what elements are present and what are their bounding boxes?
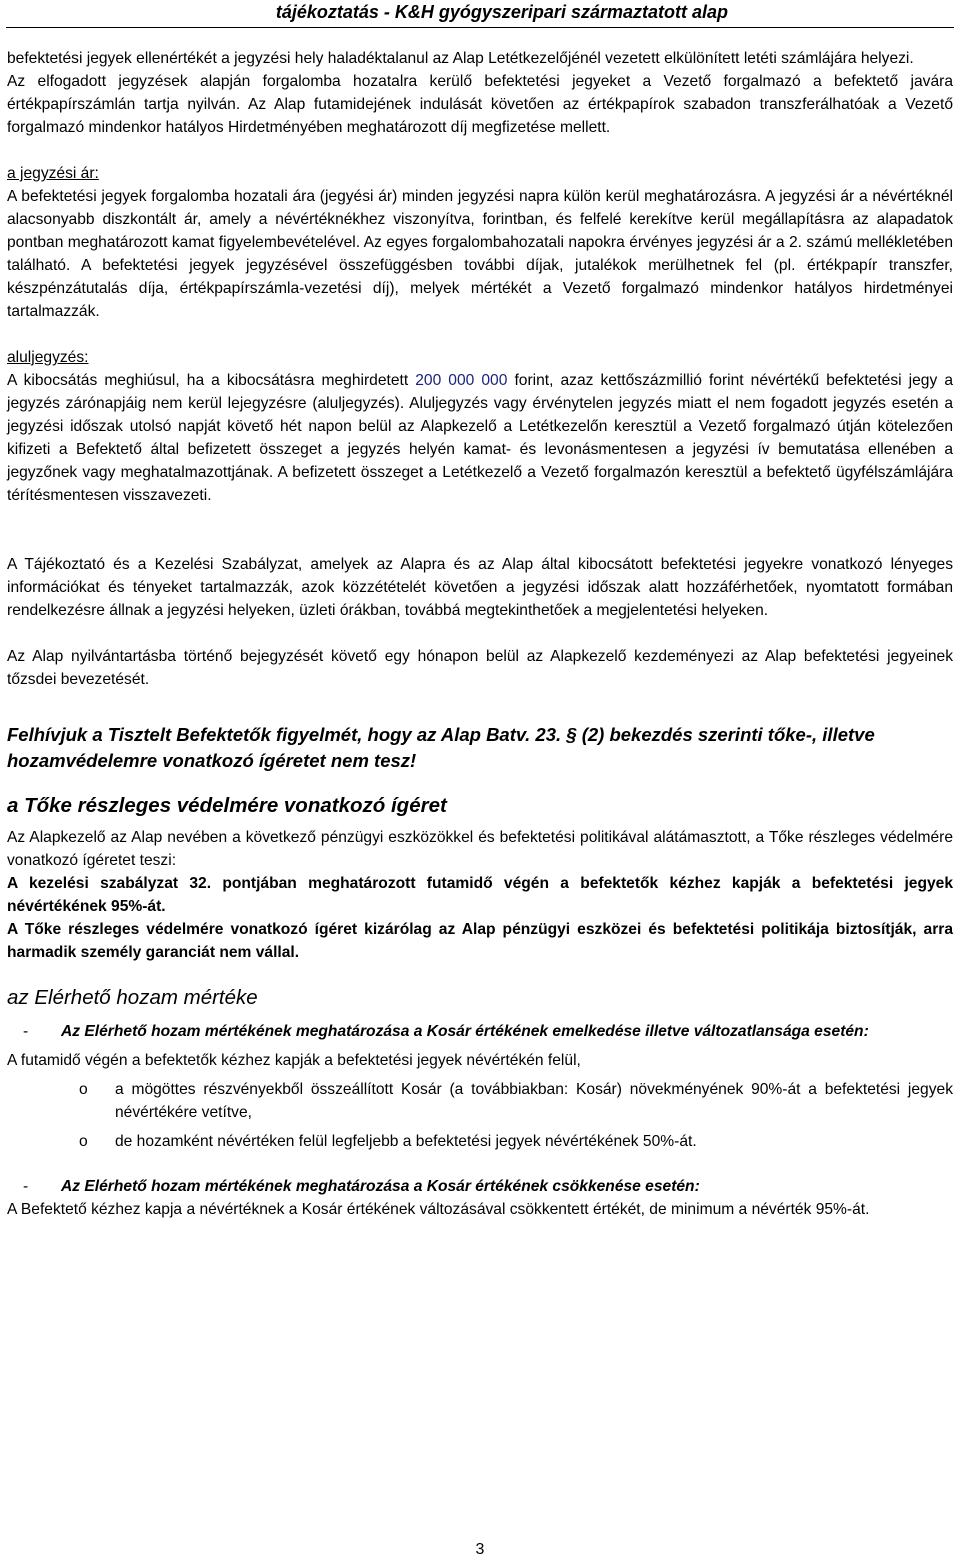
text-run: forint, azaz kettőszázmillió forint névértékű befektetési jegy a jegyzés zárónapjáig nem kerül lejegyzésre (aluljegyzés). Aluljegyzés vagy érvénytelen jegyzés miatt el nem fogadott jegyzés esetén a jegyzési időszak utolsó napját követő hét napon belül az Alapkezelő a Letétkezelőn keresztül a Vezető forgalmazó útján kötelezően kifizeti a Befektető által befizetett összeget a jegyzés helyén kamat- és levonásmentesen a jegyzési ív bemutatása ellenében a jegyzőnek vagy meghatalmazottjának. A befizetett összeget a Letétkezelő a Vezető forgalmazón keresztül a befektető ügyfélszámlájára térítésmentesen visszavezeti.: [7, 372, 953, 504]
dash-item-increase: [7, 1020, 953, 1043]
paragraph-undersubscription: [7, 369, 953, 507]
page-number: 3: [475, 1541, 485, 1558]
list-item-text: de hozamként névértéken felül legfeljebb a befektetési jegyek névértékének 50%-át.: [115, 1133, 697, 1150]
bullet-marker: o: [79, 1133, 88, 1150]
paragraph-protection-intro: Az Alapkezelő az Alap nevében a következő pénzügyi eszközökkel és befektetési politikával alátámasztott, a Tőke részleges védelmére vonatkozó ígéretet teszi:: [7, 829, 953, 869]
paragraph-deposit: befektetési jegyek ellenértékét a jegyzési hely haladéktalanul az Alap Letétkezelőjénél vezetett elkülönített letéti számlájára helyezi.: [7, 50, 914, 67]
list-item-basket-growth: [7, 1078, 953, 1124]
dash-text: Az Elérhető hozam mértékének meghatározása a Kosár értékének emelkedése illetve változatlansága esetén:: [61, 1023, 869, 1040]
heading-capital-protection: a Tőke részleges védelmére vonatkozó ígéret: [7, 794, 447, 817]
header-rule: [6, 27, 954, 28]
label-undersubscription: aluljegyzés:: [7, 349, 89, 366]
paragraph-protection-95: A kezelési szabályzat 32. pontjában meghatározott futamidő végén a befektetők kézhez kapják a befektetési jegyek névértékének 95%-át.: [7, 875, 953, 915]
paragraph-maturity: A futamidő végén a befektetők kézhez kapják a befektetési jegyek névértékén felül,: [7, 1052, 581, 1069]
dash-item-decrease: [7, 1175, 953, 1198]
paragraph-protection-scope: A Tőke részleges védelmére vonatkozó ígéret kizárólag az Alap pénzügyi eszközei és befektetési politikája biztosítják, arra harmadik személy garanciát nem vállal.: [7, 921, 953, 961]
label-subscription-price: a jegyzési ár:: [7, 165, 99, 182]
paragraph-register: Az elfogadott jegyzések alapján forgalomba hozatalra kerülő befektetési jegyeket a Vezető forgalmazó a befektető javára értékpapírszámlán tartja nyilván. Az Alap futamidejének indulását követően az értékpapírok szabadon transzferálhatóak a Vezető forgalmazó mindenkor hatályos Hirdetményében meghatározott díj megfizetése mellett.: [7, 73, 953, 136]
heading-achievable-yield: az Elérhető hozam mértéke: [7, 986, 258, 1009]
page-header: tájékoztatás - K&H gyógyszeripari származtatott alap: [275, 2, 728, 22]
paragraph-subscription-price: A befektetési jegyek forgalomba hozatali ára (jegyési ár) minden jegyzési napra külön kerül meghatározásra. A jegyzési ár a névértéknél alacsonyabb diszkontált ár, amely a névértéknékhez viszonyítva, forintban, és felfelé kerekítve kerül megállapításra az alapadatok pontban meghatározott kamat figyelembevételével. Az egyes forgalombahozatali napokra érvényes jegyzési ár a 2. számú mellékletében található. A befektetési jegyek jegyzésével összefüggésben további díjak, jutalékok merülhetnek fel (pl. értékpapír transzfer, készpénzátutalás díja, értékpapírszámla-vezetési díj), melyek mértékét a Vezető forgalmazó mindenkor hatályos hirdetményei tartalmazzák.: [7, 188, 953, 320]
paragraph-listing: Az Alap nyilvántartásba történő bejegyzését követő egy hónapon belül az Alapkezelő kezdeményezi az Alap befektetési jegyeinek tőzsdei bevezetését.: [7, 648, 953, 688]
amount-highlight: 200 000 000: [415, 372, 508, 389]
list-item-cap: [7, 1130, 953, 1153]
dash-text: Az Elérhető hozam mértékének meghatározása a Kosár értékének csökkenése esetén:: [61, 1178, 700, 1195]
paragraph-prospectus: A Tájékoztató és a Kezelési Szabályzat, amelyek az Alapra és az Alap által kibocsátott befektetési jegyekre vonatkozó lényeges információkat és tényeket tartalmazzák, azok közzétételét követően a jegyzési időszak alatt hozzáférhetőek, nyomtatott formában rendelkezésre állnak a jegyzési helyeken, üzleti órákban, továbbá megtekinthetőek a megjelentetési helyeken.: [7, 556, 953, 619]
document-body: [7, 47, 953, 1221]
list-item-text: a mögöttes részvényekből összeállított Kosár (a továbbiakban: Kosár) növekményének 90%-át a befektetési jegyek névértékére vetítve,: [115, 1081, 953, 1121]
bullet-marker: o: [79, 1081, 88, 1098]
warning-statement: Felhívjuk a Tisztelt Befektetők figyelmét, hogy az Alap Batv. 23. § (2) bekezdés szerinti tőke-, illetve hozamvédelemre vonatkozó ígéretet nem tesz!: [7, 724, 875, 771]
paragraph-decrease: A Befektető kézhez kapja a névértéknek a Kosár értékének változásával csökkentett értékét, de minimum a névérték 95%-át.: [7, 1201, 870, 1218]
text-run: A kibocsátás meghiúsul, ha a kibocsátásra meghirdetett: [7, 372, 416, 389]
dash-marker: -: [23, 1178, 29, 1195]
dash-marker: -: [23, 1023, 29, 1040]
